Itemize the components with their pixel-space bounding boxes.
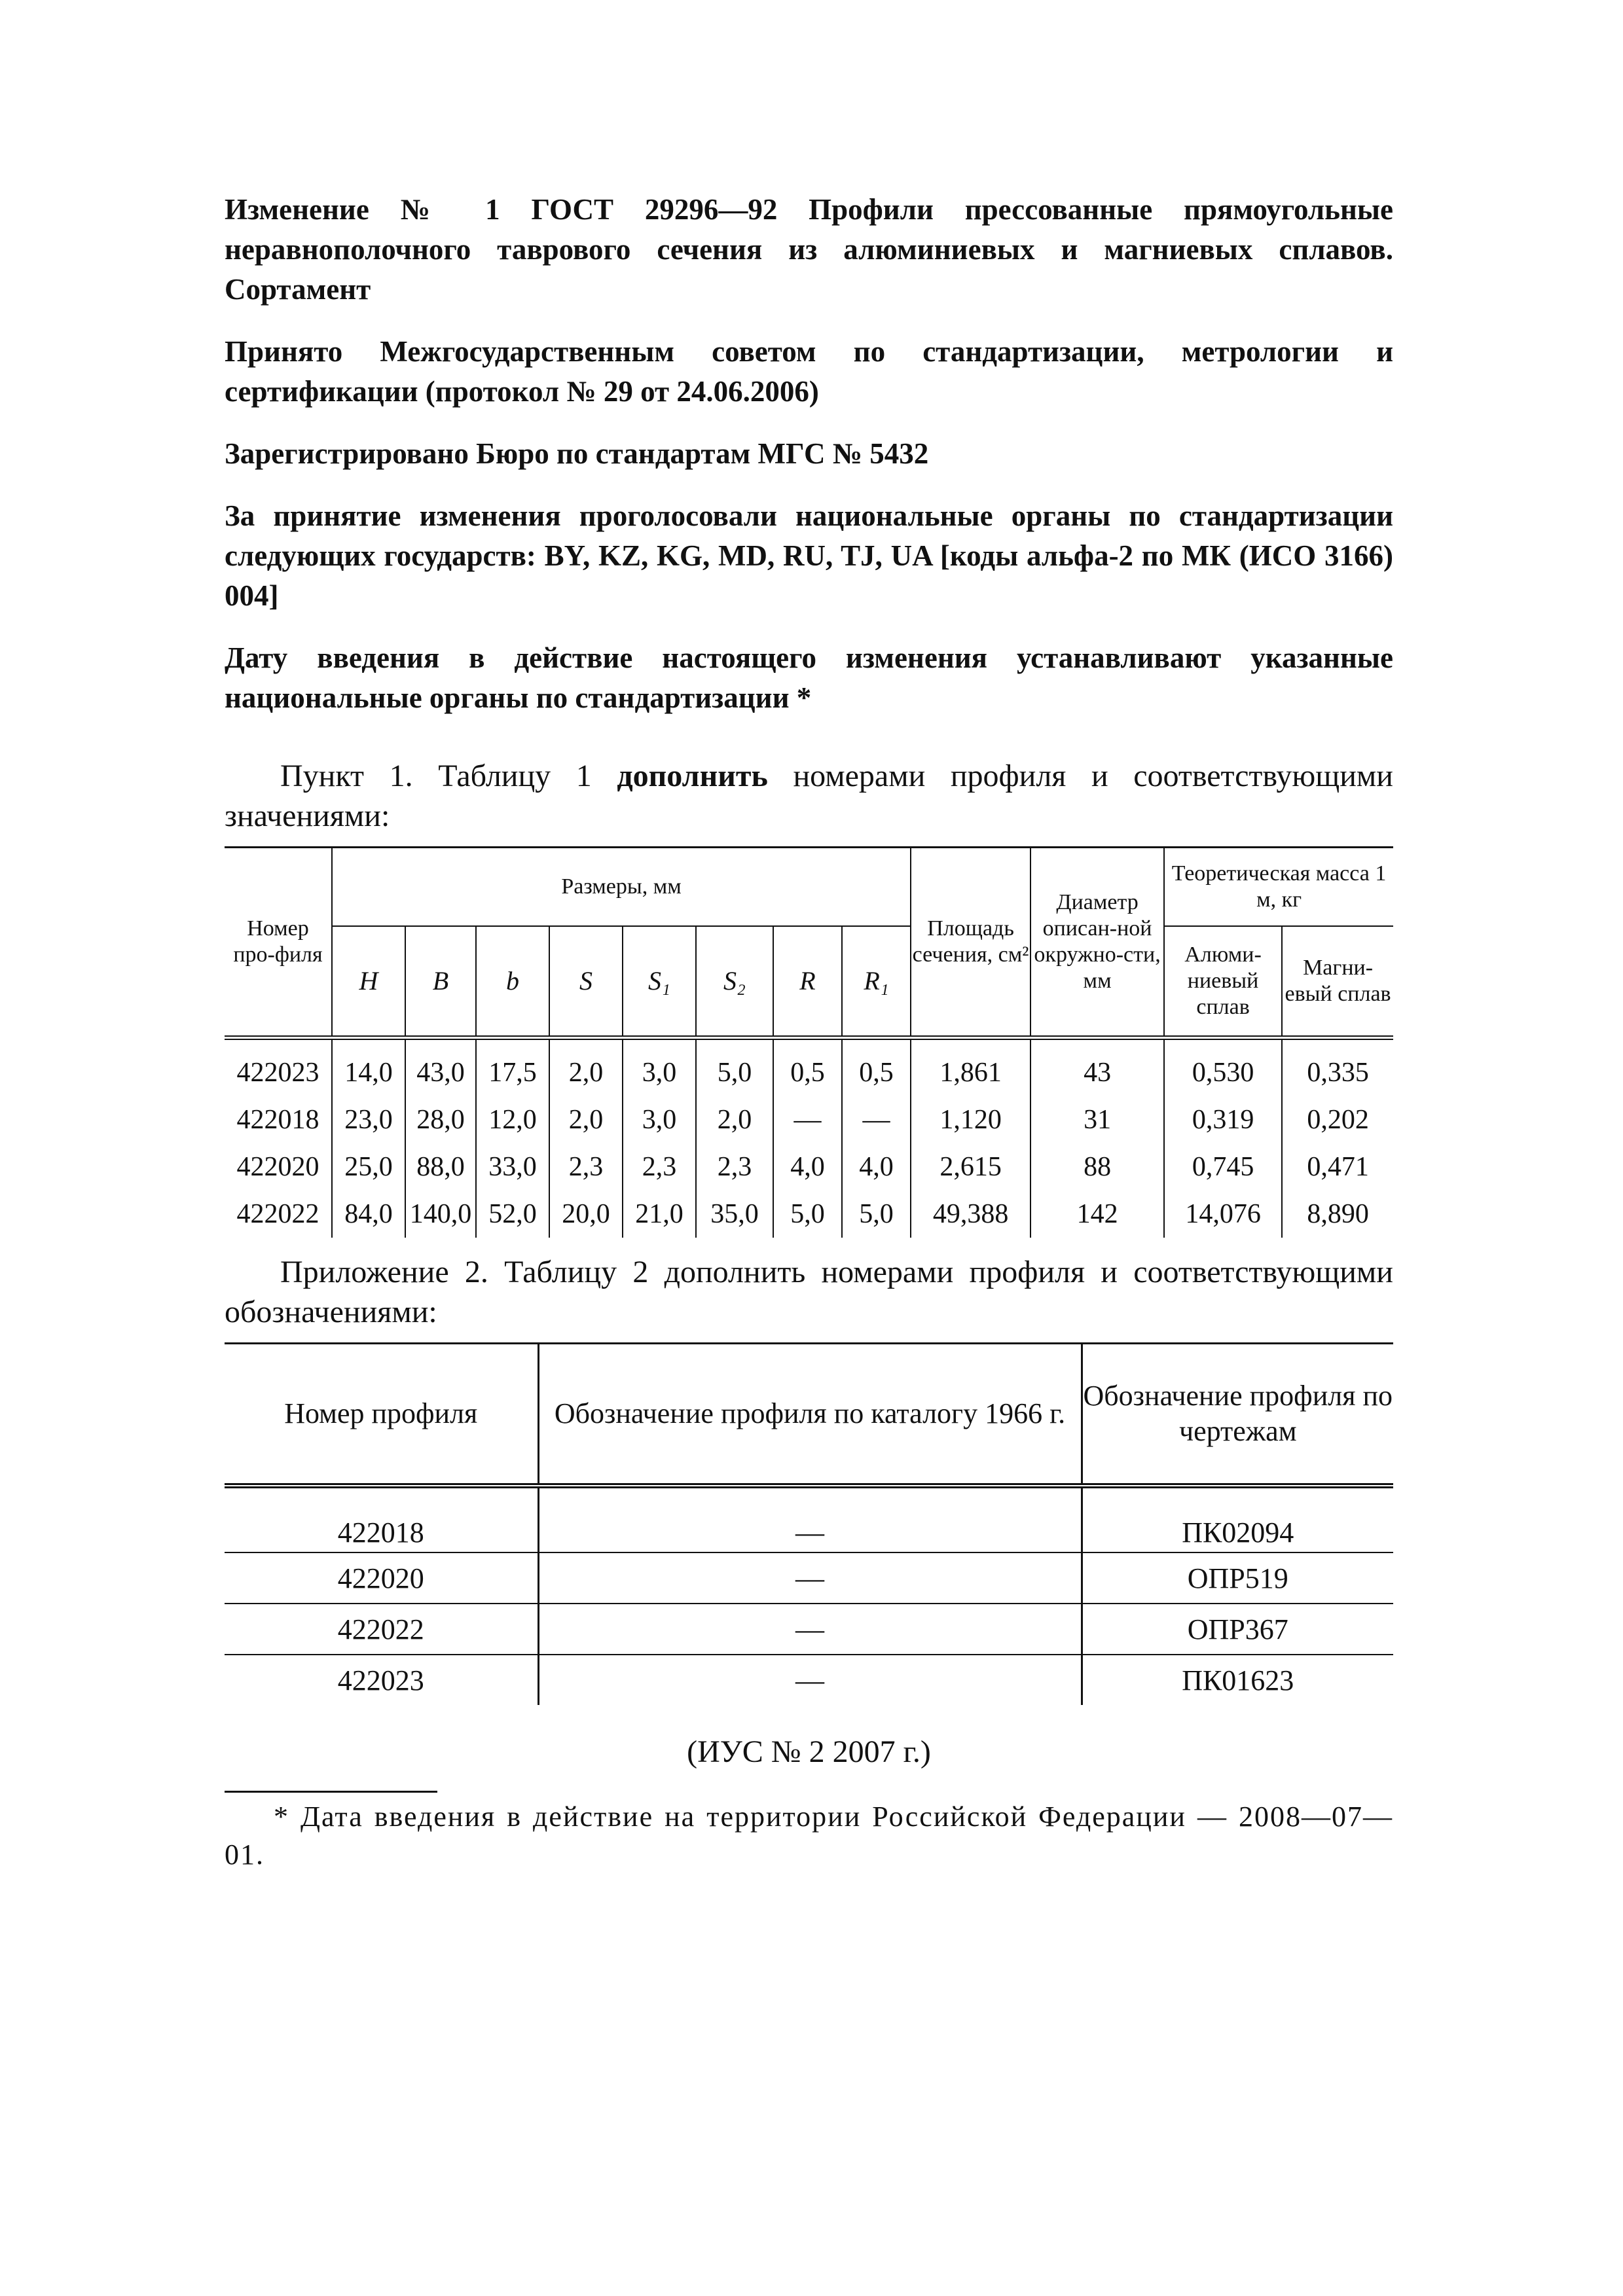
table-cell: 1,861 [911,1038,1030,1097]
header-profile-number: Номер профиля [225,1344,538,1486]
table-cell: 43,0 [405,1038,476,1097]
profile-dimensions-table [225,846,1393,1238]
table-cell: 422023 [225,1038,332,1097]
table-cell: 2,0 [549,1096,623,1143]
header-symbol: S₁ [623,926,696,1038]
table-cell: 14,0 [332,1038,405,1097]
header-drawing-designation: Обозначение профиля по чертежам [1082,1344,1393,1486]
table-cell: 4,0 [842,1143,911,1191]
header-mass: Теоретическая масса 1 м, кг [1164,848,1393,927]
table-cell: 49,388 [911,1191,1030,1238]
table-cell: 422022 [225,1191,332,1238]
table-cell: 28,0 [405,1096,476,1143]
table-cell: 422018 [225,1486,538,1552]
table-cell: 422023 [337,1664,424,1696]
voting-statement: За принятие изменения проголосовали национальные органы по стандартизации следующих государств: BY, KZ, KG, MD, RU, TJ, UA [коды альфа-2 по МК (ИСО 3166) 004] [225,499,1393,612]
table-cell: 0,5 [773,1038,842,1097]
table-cell: 23,0 [332,1096,405,1143]
header-profile-number: Номер про-филя [225,848,332,1038]
table-cell: 3,0 [623,1038,696,1097]
table-row [225,1552,1393,1604]
document-page [225,190,1393,1874]
date-statement: Дату введения в действие настоящего изменения устанавливают указанные национальные органы по стандартизации * [225,641,1393,714]
adopted-statement: Принято Межгосударственным советом по стандартизации, метрологии и сертификации (протокол № 29 от 24.06.2006) [225,335,1393,408]
table-cell: 20,0 [549,1191,623,1238]
footnote: * Дата введения в действие на территории Российской Федерации — 2008—07—01. [225,1801,1393,1871]
header-symbol: S [549,926,623,1038]
table-cell: — [538,1604,1082,1655]
table-row [225,1486,1393,1552]
table-cell: 52,0 [476,1191,549,1238]
table-cell: — [538,1486,1082,1552]
header-symbol: B [405,926,476,1038]
header-symbol: H [332,926,405,1038]
header-aluminium: Алюми-ниевый сплав [1164,926,1282,1038]
table-cell: 25,0 [332,1143,405,1191]
section1-paragraph [225,756,1393,836]
table-cell: 3,0 [623,1096,696,1143]
table-cell: 21,0 [623,1191,696,1238]
table-cell: 14,076 [1164,1191,1282,1238]
section2-paragraph: Приложение 2. Таблицу 2 дополнить номерами профиля и соответствующими обозначениями: [225,1255,1393,1329]
table-cell: ПК01623 [1082,1655,1393,1705]
header-area: Площадь сечения, см² [911,848,1030,1038]
table-cell: 0,471 [1282,1143,1393,1191]
table-cell: 2,3 [696,1143,773,1191]
table-cell: 0,319 [1164,1096,1282,1143]
section1-text-bold: дополнить [617,759,768,793]
amendment-title: Изменение № 1 ГОСТ 29296—92 Профили прессованные прямоугольные неравнополочного таврового сечения из алюминиевых и магниевых сплавов. Сортамент [225,193,1393,306]
table-cell: 142 [1030,1191,1164,1238]
table-cell: 35,0 [696,1191,773,1238]
table-cell: 2,615 [911,1143,1030,1191]
table-cell: 0,745 [1164,1143,1282,1191]
table-cell: 88,0 [405,1143,476,1191]
header-catalog-designation: Обозначение профиля по каталогу 1966 г. [538,1344,1082,1486]
table-cell: ОПР519 [1082,1552,1393,1604]
header-sizes: Размеры, мм [332,848,911,927]
table-cell: 140,0 [405,1191,476,1238]
section1-text-start: Пункт 1. Таблицу 1 [280,759,617,793]
table-cell: — [538,1552,1082,1604]
header-symbol: S₂ [696,926,773,1038]
table-cell: — [773,1096,842,1143]
table-cell: ПК02094 [1082,1486,1393,1552]
table-cell: 422022 [225,1604,538,1655]
table-cell: — [538,1655,1082,1705]
table-cell: 31 [1030,1096,1164,1143]
table-cell: 0,530 [1164,1038,1282,1097]
table-cell: 0,335 [1282,1038,1393,1097]
table-row [225,1604,1393,1655]
table-cell: 0,5 [842,1038,911,1097]
table-cell: 17,5 [476,1038,549,1097]
table-cell: 2,3 [623,1143,696,1191]
registration-statement: Зарегистрировано Бюро по стандартам МГС № 5432 [225,437,929,470]
table-cell: 8,890 [1282,1191,1393,1238]
table-cell: 5,0 [773,1191,842,1238]
table-row [225,1191,1393,1238]
table-cell: ОПР367 [1082,1604,1393,1655]
footnote-divider [225,1791,437,1793]
table-cell: 33,0 [476,1143,549,1191]
table-row [225,1096,1393,1143]
section1-text-end: номерами профиля и соответствующими значениями: [225,759,1393,833]
table-cell: 43 [1030,1038,1164,1097]
header-symbol: R₁ [842,926,911,1038]
header-diameter: Диаметр описан-ной окружно-сти, мм [1030,848,1164,1038]
table-cell: 422020 [225,1143,332,1191]
table-cell: 422018 [225,1096,332,1143]
ius-reference: (ИУС № 2 2007 г.) [687,1734,931,1769]
table-row [225,1143,1393,1191]
table-cell: 2,0 [696,1096,773,1143]
table-row [225,1038,1393,1097]
table-cell: 0,202 [1282,1096,1393,1143]
table-row [225,1655,1393,1705]
table-cell: 88 [1030,1143,1164,1191]
table-cell: 2,3 [549,1143,623,1191]
table-cell: 1,120 [911,1096,1030,1143]
table-cell: 5,0 [842,1191,911,1238]
table-cell: 422020 [225,1552,538,1604]
table-cell: 84,0 [332,1191,405,1238]
table-cell: — [842,1096,911,1143]
header-magnesium: Магни-евый сплав [1282,926,1393,1038]
table-cell: 2,0 [549,1038,623,1097]
header-symbol: b [476,926,549,1038]
table-cell: 4,0 [773,1143,842,1191]
table-cell: 12,0 [476,1096,549,1143]
table-cell: 5,0 [696,1038,773,1097]
header-symbol: R [773,926,842,1038]
profile-designation-table [225,1342,1393,1705]
